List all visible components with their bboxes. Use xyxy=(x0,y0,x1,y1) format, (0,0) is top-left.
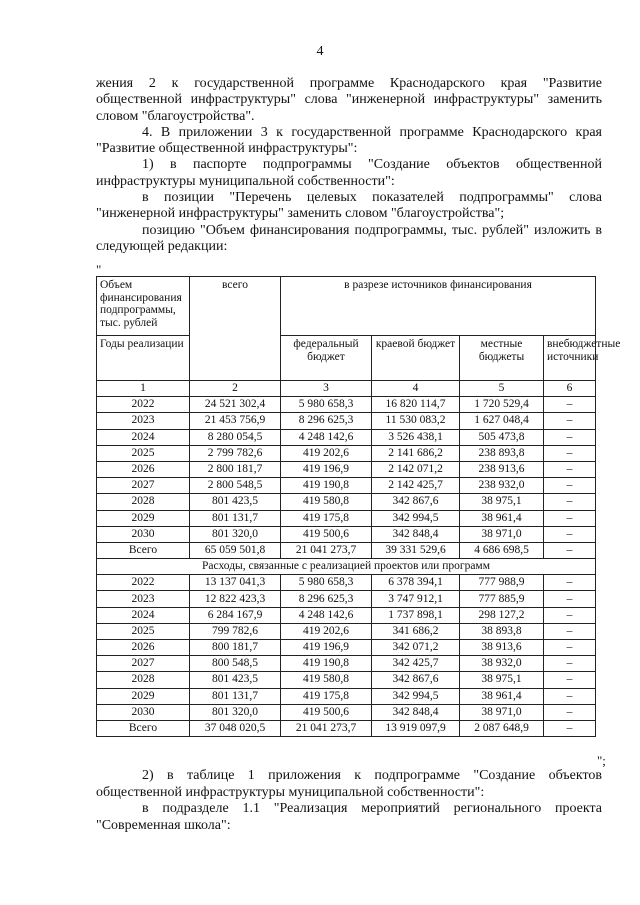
table-cell: 21 041 273,7 xyxy=(281,720,372,736)
table-row xyxy=(97,461,596,477)
table-cell: 4 686 698,5 xyxy=(460,542,544,558)
table-cell: Всего xyxy=(97,542,190,558)
table-cell: 16 820 114,7 xyxy=(372,397,460,413)
table-cell: 419 500,6 xyxy=(281,704,372,720)
table-cell: 13 919 097,9 xyxy=(372,720,460,736)
table-row xyxy=(97,623,596,639)
table-row xyxy=(97,704,596,720)
table-cell: 38 961,4 xyxy=(460,688,544,704)
intro-text xyxy=(96,76,602,255)
table-cell: 2026 xyxy=(97,461,190,477)
outro-paragraph-1: 2) в таблице 1 приложения к подпрограмме "Создание объектов общественной инфраструктуры муниципальной собственности": xyxy=(96,768,602,800)
table-header-row-2 xyxy=(97,336,596,381)
table-row xyxy=(97,429,596,445)
table-cell: 2023 xyxy=(97,413,190,429)
table-cell: 38 893,8 xyxy=(460,623,544,639)
table-cell: 2026 xyxy=(97,640,190,656)
table-cell: 800 548,5 xyxy=(190,656,281,672)
table-cell: 2027 xyxy=(97,656,190,672)
table-cell: 419 190,8 xyxy=(281,478,372,494)
table-cell: 38 913,6 xyxy=(460,640,544,656)
table-cell: 8 296 625,3 xyxy=(281,413,372,429)
intro-paragraph-3: 1) в паспорте подпрограммы "Создание объектов общественной инфраструктуры муниципальной собственности": xyxy=(96,157,602,189)
table-cell: 2024 xyxy=(97,607,190,623)
table-cell: 238 913,6 xyxy=(460,461,544,477)
quote-close: "; xyxy=(597,753,606,768)
table-row xyxy=(97,591,596,607)
header-total: всего xyxy=(190,277,281,381)
table-cell: 419 175,8 xyxy=(281,510,372,526)
table-cell: 419 196,9 xyxy=(281,461,372,477)
header-years: Годы реализации xyxy=(97,336,190,381)
table-cell: – xyxy=(544,397,596,413)
table-cell: 37 048 020,5 xyxy=(190,720,281,736)
outro-text xyxy=(96,768,602,834)
column-number: 3 xyxy=(281,381,372,397)
table-cell: 38 932,0 xyxy=(460,656,544,672)
section2-title-row xyxy=(97,559,596,575)
column-number: 2 xyxy=(190,381,281,397)
table-row xyxy=(97,445,596,461)
table-cell: 2025 xyxy=(97,445,190,461)
table-row xyxy=(97,640,596,656)
table-cell: 38 971,0 xyxy=(460,704,544,720)
table-row xyxy=(97,494,596,510)
table-cell: 38 971,0 xyxy=(460,526,544,542)
table-cell: 3 747 912,1 xyxy=(372,591,460,607)
header-regional: краевой бюджет xyxy=(372,336,460,381)
table-cell: 2023 xyxy=(97,591,190,607)
table-cell: 21 453 756,9 xyxy=(190,413,281,429)
table-cell: – xyxy=(544,704,596,720)
table-cell: 777 885,9 xyxy=(460,591,544,607)
table-cell: 505 473,8 xyxy=(460,429,544,445)
column-number: 5 xyxy=(460,381,544,397)
table-cell: 2027 xyxy=(97,478,190,494)
table-cell: 38 975,1 xyxy=(460,494,544,510)
financing-table xyxy=(96,276,621,737)
table-cell: 342 848,4 xyxy=(372,704,460,720)
table-row xyxy=(97,575,596,591)
table-cell: 342 994,5 xyxy=(372,688,460,704)
table-cell: 1 627 048,4 xyxy=(460,413,544,429)
table-cell: 24 521 302,4 xyxy=(190,397,281,413)
table-cell: – xyxy=(544,445,596,461)
table-cell: 8 280 054,5 xyxy=(190,429,281,445)
table-cell: 65 059 501,8 xyxy=(190,542,281,558)
table-cell: 2028 xyxy=(97,494,190,510)
table-cell: – xyxy=(544,510,596,526)
header-volume: Объем финансирования подпрограммы, тыс. рублей xyxy=(97,277,190,336)
table-cell: 2 142 425,7 xyxy=(372,478,460,494)
table-cell: 342 994,5 xyxy=(372,510,460,526)
table-cell: 419 500,6 xyxy=(281,526,372,542)
table-cell: – xyxy=(544,526,596,542)
column-number: 1 xyxy=(97,381,190,397)
table-cell: 5 980 658,3 xyxy=(281,575,372,591)
intro-paragraph-4: в позиции "Перечень целевых показателей подпрограммы" слова "инженерной инфраструктуры" заменить словом "благоустройства"; xyxy=(96,190,602,222)
table-cell: 2022 xyxy=(97,397,190,413)
table-cell: 419 175,8 xyxy=(281,688,372,704)
table-cell: 2 087 648,9 xyxy=(460,720,544,736)
section1-body xyxy=(97,397,596,559)
table-cell: 3 526 438,1 xyxy=(372,429,460,445)
table-row xyxy=(97,526,596,542)
table-row xyxy=(97,510,596,526)
table-cell: 2 141 686,2 xyxy=(372,445,460,461)
header-federal: федеральный бюджет xyxy=(281,336,372,381)
header-sources: в разрезе источников финансирования xyxy=(281,277,596,336)
column-number: 4 xyxy=(372,381,460,397)
table-cell: 298 127,2 xyxy=(460,607,544,623)
table-cell: 6 378 394,1 xyxy=(372,575,460,591)
table-cell: – xyxy=(544,478,596,494)
table-cell: – xyxy=(544,461,596,477)
table-cell: 419 580,8 xyxy=(281,494,372,510)
table-row xyxy=(97,688,596,704)
table-cell: 238 893,8 xyxy=(460,445,544,461)
table-cell: 2029 xyxy=(97,510,190,526)
table-cell: – xyxy=(544,720,596,736)
table-cell: – xyxy=(544,640,596,656)
table-cell: 8 296 625,3 xyxy=(281,591,372,607)
table-cell: 419 190,8 xyxy=(281,656,372,672)
table-cell: 342 425,7 xyxy=(372,656,460,672)
table-cell: – xyxy=(544,623,596,639)
section2-body xyxy=(97,575,596,737)
table-row xyxy=(97,672,596,688)
table-cell: 801 320,0 xyxy=(190,704,281,720)
table-cell: 801 131,7 xyxy=(190,688,281,704)
quote-open: " xyxy=(96,262,102,277)
table-cell: 4 248 142,6 xyxy=(281,607,372,623)
table-cell: – xyxy=(544,591,596,607)
table-cell: 2 800 548,5 xyxy=(190,478,281,494)
header-local: местные бюджеты xyxy=(460,336,544,381)
table-cell: 777 988,9 xyxy=(460,575,544,591)
table-cell: 419 202,6 xyxy=(281,623,372,639)
table-cell: 419 196,9 xyxy=(281,640,372,656)
table-cell: – xyxy=(544,413,596,429)
column-number: 6 xyxy=(544,381,596,397)
table-cell: – xyxy=(544,607,596,623)
table-cell: 801 131,7 xyxy=(190,510,281,526)
table-cell: 12 822 423,3 xyxy=(190,591,281,607)
table-cell: 2028 xyxy=(97,672,190,688)
table-cell: 6 284 167,9 xyxy=(190,607,281,623)
table-cell: 4 248 142,6 xyxy=(281,429,372,445)
table-cell: 801 320,0 xyxy=(190,526,281,542)
table-cell: 38 961,4 xyxy=(460,510,544,526)
section2-title: Расходы, связанные с реализацией проектов или программ xyxy=(97,559,596,575)
table-cell: 1 720 529,4 xyxy=(460,397,544,413)
table-cell: 799 782,6 xyxy=(190,623,281,639)
table-row xyxy=(97,542,596,558)
table-cell: 801 423,5 xyxy=(190,494,281,510)
table-cell: 342 848,4 xyxy=(372,526,460,542)
table-cell: 21 041 273,7 xyxy=(281,542,372,558)
table-cell: Всего xyxy=(97,720,190,736)
table-cell: 39 331 529,6 xyxy=(372,542,460,558)
table-cell: 342 867,6 xyxy=(372,494,460,510)
column-number-row xyxy=(97,381,596,397)
header-extra: внебюджетные источники xyxy=(544,336,596,381)
table-cell: 801 423,5 xyxy=(190,672,281,688)
table-cell: 2 800 181,7 xyxy=(190,461,281,477)
table-row xyxy=(97,397,596,413)
table-row xyxy=(97,607,596,623)
table-cell: 2030 xyxy=(97,704,190,720)
table-cell: 2 799 782,6 xyxy=(190,445,281,461)
outro-paragraph-2: в подразделе 1.1 "Реализация мероприятий регионального проекта "Современная школа": xyxy=(96,801,602,833)
table-cell: 419 580,8 xyxy=(281,672,372,688)
table-cell: 419 202,6 xyxy=(281,445,372,461)
page-number: 4 xyxy=(316,44,324,59)
intro-paragraph-2: 4. В приложении 3 к государственной программе Краснодарского края "Развитие общественной инфраструктуры": xyxy=(96,124,602,157)
table-cell: 342 071,2 xyxy=(372,640,460,656)
intro-paragraph-1: жения 2 к государственной программе Краснодарского края "Развитие общественной инфраструктуры" слова "инженерной инфраструктуры" заменить словом "благоустройства". xyxy=(96,76,602,124)
table-row xyxy=(97,478,596,494)
table-cell: 2030 xyxy=(97,526,190,542)
table-cell: 5 980 658,3 xyxy=(281,397,372,413)
table-cell: – xyxy=(544,672,596,688)
table-cell: 2029 xyxy=(97,688,190,704)
table-cell: 2024 xyxy=(97,429,190,445)
table-row xyxy=(97,720,596,736)
table-cell: 341 686,2 xyxy=(372,623,460,639)
table-cell: 13 137 041,3 xyxy=(190,575,281,591)
intro-paragraph-5: позицию "Объем финансирования подпрограммы, тыс. рублей" изложить в следующей редакции: xyxy=(96,222,602,254)
table-cell: – xyxy=(544,656,596,672)
table-cell: 38 975,1 xyxy=(460,672,544,688)
table-cell: – xyxy=(544,494,596,510)
table-cell: 2022 xyxy=(97,575,190,591)
table-cell: 1 737 898,1 xyxy=(372,607,460,623)
table-cell: 342 867,6 xyxy=(372,672,460,688)
table-cell: 11 530 083,2 xyxy=(372,413,460,429)
table-cell: 238 932,0 xyxy=(460,478,544,494)
table-cell: 2 142 071,2 xyxy=(372,461,460,477)
table-cell: 800 181,7 xyxy=(190,640,281,656)
table-cell: – xyxy=(544,429,596,445)
table-cell: – xyxy=(544,688,596,704)
table-cell: – xyxy=(544,542,596,558)
table-cell: – xyxy=(544,575,596,591)
table-row xyxy=(97,413,596,429)
table-cell: 2025 xyxy=(97,623,190,639)
table-row xyxy=(97,656,596,672)
table-header-row-1 xyxy=(97,277,596,336)
